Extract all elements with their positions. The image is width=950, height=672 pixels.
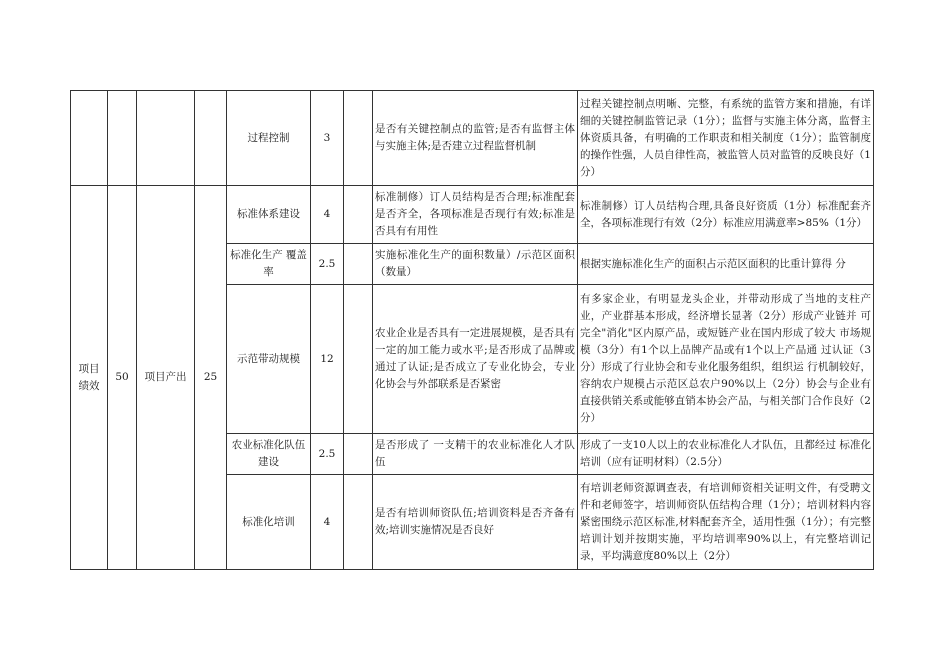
indicator-cell: 农业标准化队伍建设 (227, 434, 311, 475)
table-row (71, 91, 874, 186)
empty-cell (108, 91, 137, 186)
score-cell: 2.5 (311, 434, 344, 475)
indicator-cell: 标准体系建设 (227, 186, 311, 244)
indicator-cell: 示范带动规模 (227, 285, 311, 434)
content-cell: 是否形成了 一支精干的农业标准化人才队伍 (373, 434, 578, 475)
score-cell: 2.5 (311, 244, 344, 285)
empty-cell (344, 475, 373, 570)
empty-cell (344, 91, 373, 186)
second-level-score: 25 (195, 186, 227, 570)
content-cell: 是否有培训师资队伍;培训资料是否齐备有效;培训实施情况是否良好 (373, 475, 578, 570)
indicator-cell: 过程控制 (227, 91, 311, 186)
first-level-label: 项目 绩效 (78, 362, 100, 392)
empty-cell (344, 285, 373, 434)
criteria-cell: 过程关键控制点明晰、完整，有系统的监管方案和措施，有详细的关键控制监管记录（1分）；监督与实施主体分离，监督主体资质具备，有明确的工作职责和相关制度（1分）；监管制度的操作性强，人员自律性高，被监管人员对监管的反映良好（1分） (578, 91, 874, 186)
table-row (71, 186, 874, 244)
empty-cell (137, 91, 195, 186)
criteria-cell: 有培训老师资源调查表，有培训师资相关证明文件，有受聘文件和老师签字，培训师资队伍结构合理（1分）；培训材料内容紧密围绕示范区标准,材料配套齐全，适用性强（1分）；有完整培训计划并按期实施，平均培训率90%以上，有完整培训记录，平均满意度80%以上（2分） (578, 475, 874, 570)
score-cell: 3 (311, 91, 344, 186)
criteria-cell: 形成了一支10人以上的农业标准化人才队伍，且都经过 标准化培训（应有证明材料）（2.5分） (578, 434, 874, 475)
first-level-score: 50 (108, 186, 137, 570)
content-cell: 农业企业是否具有一定进展规模，是否具有一定的加工能力或水平;是否形成了品牌或通过了认证;是否成立了专业化协会，专业化协会与外部联系是否紧密 (373, 285, 578, 434)
score-cell: 4 (311, 186, 344, 244)
content-cell: 是否有关键控制点的监管;是否有监督主体与实施主体;是否建立过程监督机制 (373, 91, 578, 186)
second-level-cell: 项目产出 (137, 186, 195, 570)
empty-cell (344, 186, 373, 244)
criteria-cell: 有多家企业，有明显龙头企业，并带动形成了当地的支柱产业，产业群基本形成，经济增长显著（2分）形成产业链并 可完全"消化"区内原产品，或短链产业在国内形成了较大 市场规模（3分）有1个以上品牌产品或有1个以上产品通 过认证（3分）形成了行业协会和专业化服务组织，组织运 行机制较好，容纳农户规模占示范区总农户90%以上（2分）协会与企业有直接供销关系或能够直销本协会产品，与相关部门合作良好（2分） (578, 285, 874, 434)
score-cell: 12 (311, 285, 344, 434)
evaluation-table (70, 90, 874, 570)
indicator-cell: 标准化生产 覆盖率 (227, 244, 311, 285)
score-cell: 4 (311, 475, 344, 570)
content-cell: 标准制修）订人员结构是否合理;标准配套是否齐全，各项标准是否现行有效;标准是否具有有用性 (373, 186, 578, 244)
criteria-cell: 根据实施标准化生产的面积占示范区面积的比重计算得 分 (578, 244, 874, 285)
content-cell: 实施标准化生产的面积数量）/示范区面积（数量） (373, 244, 578, 285)
criteria-cell: 标准制修）订人员结构合理,具备良好资质（1分）标准配套齐全，各项标准现行有效（2分）标准应用满意率>85%（1分） (578, 186, 874, 244)
empty-cell (344, 244, 373, 285)
empty-cell (195, 91, 227, 186)
first-level-cell (71, 186, 108, 570)
empty-cell (344, 434, 373, 475)
empty-cell (71, 91, 108, 186)
indicator-cell: 标准化培训 (227, 475, 311, 570)
